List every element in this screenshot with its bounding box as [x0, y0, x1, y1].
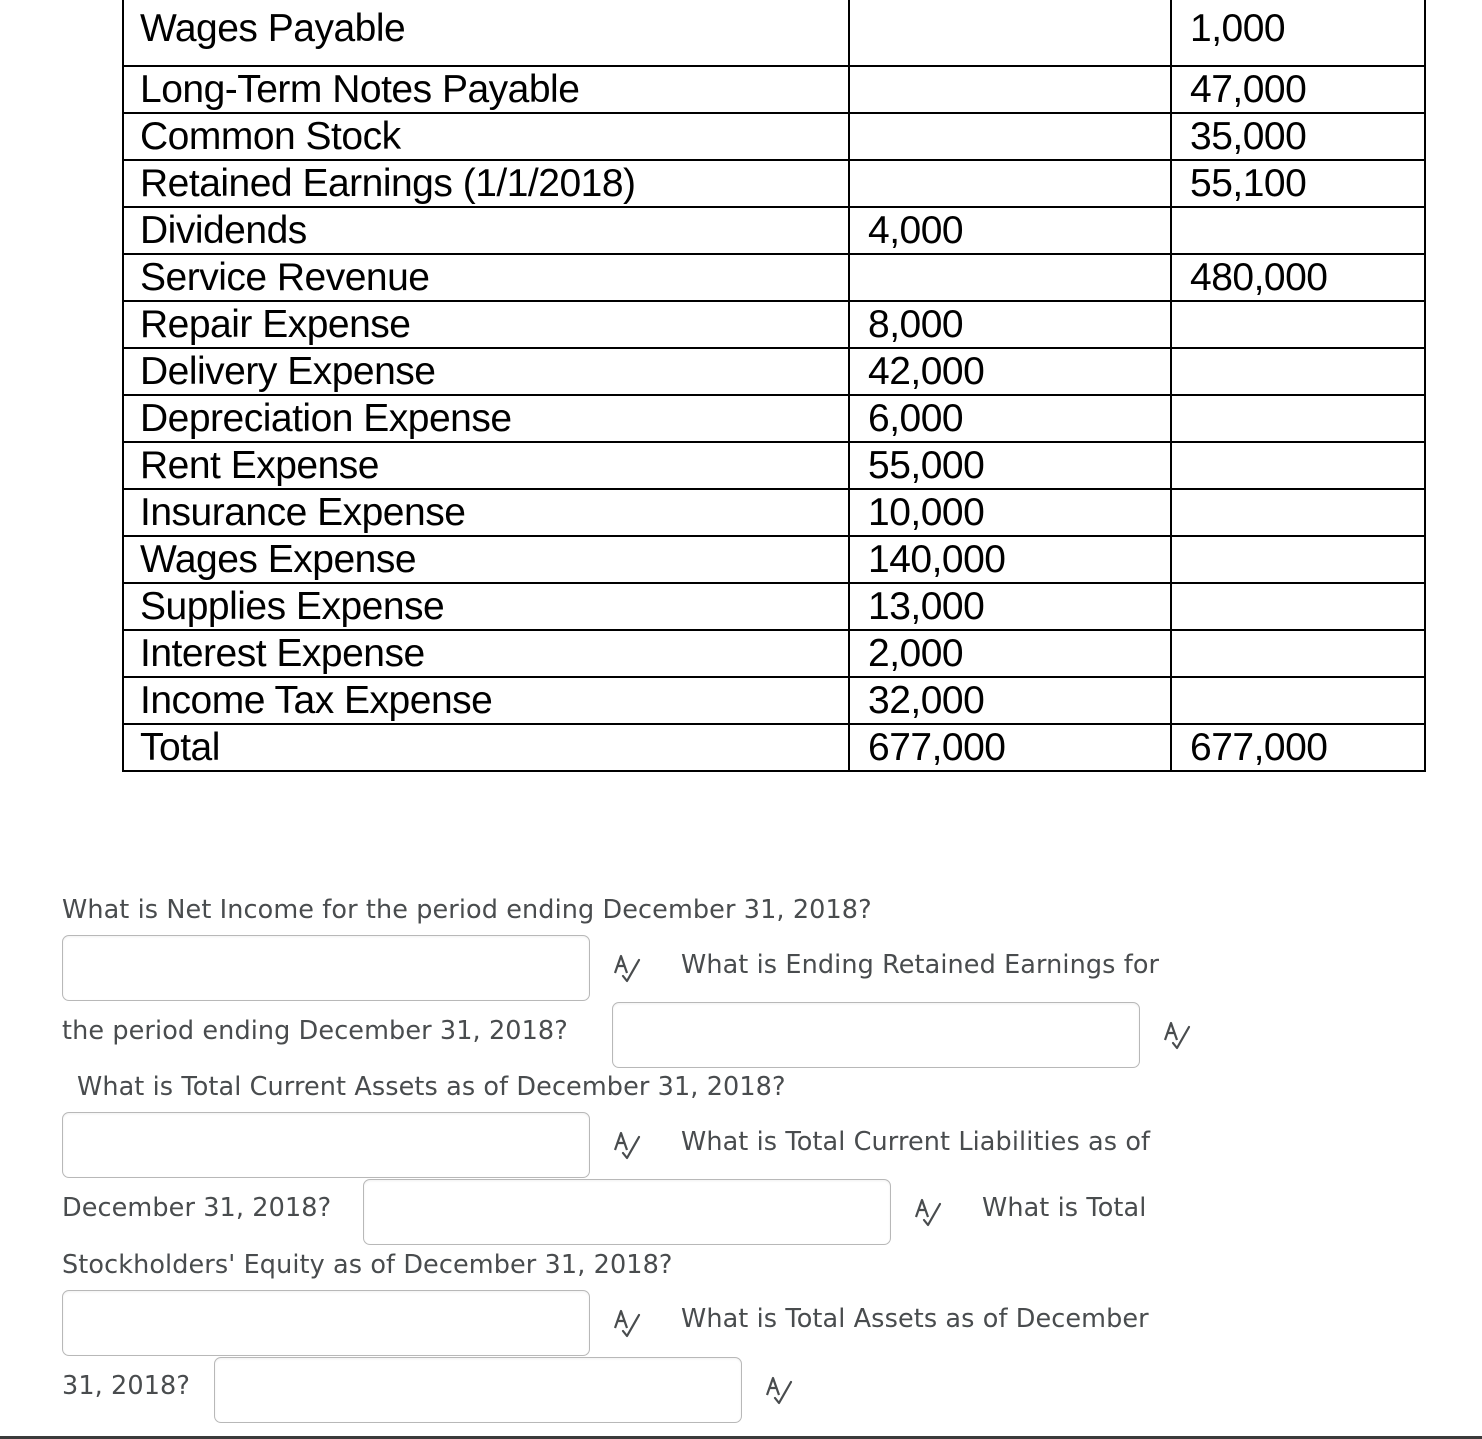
account-name: Wages Payable	[123, 0, 849, 66]
question-current-liabilities-part2: December 31, 2018?	[62, 1193, 332, 1223]
question-current-liabilities-part1: What is Total Current Liabilities as of	[681, 1127, 1151, 1157]
total-row	[123, 724, 1425, 771]
table-row	[123, 207, 1425, 254]
table-row	[123, 348, 1425, 395]
table-row	[123, 301, 1425, 348]
debit-amount	[849, 0, 1171, 66]
question-ending-re-part1: What is Ending Retained Earnings for	[681, 950, 1160, 980]
account-name: Dividends	[123, 207, 849, 254]
table-row	[123, 677, 1425, 724]
account-name: Wages Expense	[123, 536, 849, 583]
credit-amount: 480,000	[1171, 254, 1425, 301]
debit-amount: 140,000	[849, 536, 1171, 583]
question-stockholders-equity-part2: Stockholders' Equity as of December 31, 2018?	[62, 1250, 673, 1280]
account-name: Total	[123, 724, 849, 771]
debit-amount	[849, 160, 1171, 207]
table-row	[123, 0, 1425, 66]
table-row	[123, 583, 1425, 630]
debit-total: 677,000	[849, 724, 1171, 771]
credit-amount	[1171, 442, 1425, 489]
table-row	[123, 113, 1425, 160]
debit-amount	[849, 66, 1171, 113]
account-name: Supplies Expense	[123, 583, 849, 630]
question-total-assets-part2: 31, 2018?	[62, 1371, 190, 1401]
account-name: Rent Expense	[123, 442, 849, 489]
debit-amount: 55,000	[849, 442, 1171, 489]
debit-amount: 32,000	[849, 677, 1171, 724]
debit-amount: 6,000	[849, 395, 1171, 442]
credit-amount: 47,000	[1171, 66, 1425, 113]
debit-amount	[849, 113, 1171, 160]
spell-check-icon[interactable]	[762, 1373, 796, 1407]
question-stockholders-equity-part1: What is Total	[982, 1193, 1147, 1223]
debit-amount: 13,000	[849, 583, 1171, 630]
spell-check-icon[interactable]	[610, 1306, 644, 1340]
credit-amount	[1171, 677, 1425, 724]
spell-check-icon[interactable]	[911, 1195, 945, 1229]
table-row	[123, 66, 1425, 113]
credit-amount	[1171, 348, 1425, 395]
table-row	[123, 536, 1425, 583]
account-name: Depreciation Expense	[123, 395, 849, 442]
total-current-assets-input[interactable]	[62, 1112, 590, 1178]
table-row	[123, 395, 1425, 442]
account-name: Repair Expense	[123, 301, 849, 348]
table-row	[123, 254, 1425, 301]
total-current-liabilities-input[interactable]	[363, 1179, 891, 1245]
debit-amount	[849, 254, 1171, 301]
debit-amount: 4,000	[849, 207, 1171, 254]
ending-retained-earnings-input[interactable]	[612, 1002, 1140, 1068]
credit-total: 677,000	[1171, 724, 1425, 771]
credit-amount	[1171, 207, 1425, 254]
credit-amount	[1171, 489, 1425, 536]
account-name: Long-Term Notes Payable	[123, 66, 849, 113]
total-assets-input[interactable]	[214, 1357, 742, 1423]
debit-amount: 8,000	[849, 301, 1171, 348]
account-name: Retained Earnings (1/1/2018)	[123, 160, 849, 207]
table-row	[123, 442, 1425, 489]
credit-amount: 35,000	[1171, 113, 1425, 160]
account-name: Common Stock	[123, 113, 849, 160]
credit-amount	[1171, 536, 1425, 583]
question-current-assets: What is Total Current Assets as of December 31, 2018?	[77, 1072, 786, 1102]
spell-check-icon[interactable]	[610, 951, 644, 985]
account-name: Service Revenue	[123, 254, 849, 301]
account-name: Delivery Expense	[123, 348, 849, 395]
credit-amount	[1171, 583, 1425, 630]
trial-balance-table	[122, 0, 1426, 772]
credit-amount	[1171, 395, 1425, 442]
account-name: Insurance Expense	[123, 489, 849, 536]
net-income-input[interactable]	[62, 935, 590, 1001]
table-row	[123, 160, 1425, 207]
credit-amount	[1171, 301, 1425, 348]
debit-amount: 2,000	[849, 630, 1171, 677]
question-total-assets-part1: What is Total Assets as of December	[681, 1304, 1149, 1334]
question-ending-re-part2: the period ending December 31, 2018?	[62, 1016, 568, 1046]
account-name: Income Tax Expense	[123, 677, 849, 724]
debit-amount: 10,000	[849, 489, 1171, 536]
question-net-income: What is Net Income for the period ending December 31, 2018?	[62, 895, 872, 925]
table-row	[123, 489, 1425, 536]
credit-amount: 55,100	[1171, 160, 1425, 207]
total-stockholders-equity-input[interactable]	[62, 1290, 590, 1356]
credit-amount	[1171, 630, 1425, 677]
account-name: Interest Expense	[123, 630, 849, 677]
credit-amount: 1,000	[1171, 0, 1425, 66]
spell-check-icon[interactable]	[1160, 1018, 1194, 1052]
spell-check-icon[interactable]	[610, 1128, 644, 1162]
table-row	[123, 630, 1425, 677]
debit-amount: 42,000	[849, 348, 1171, 395]
